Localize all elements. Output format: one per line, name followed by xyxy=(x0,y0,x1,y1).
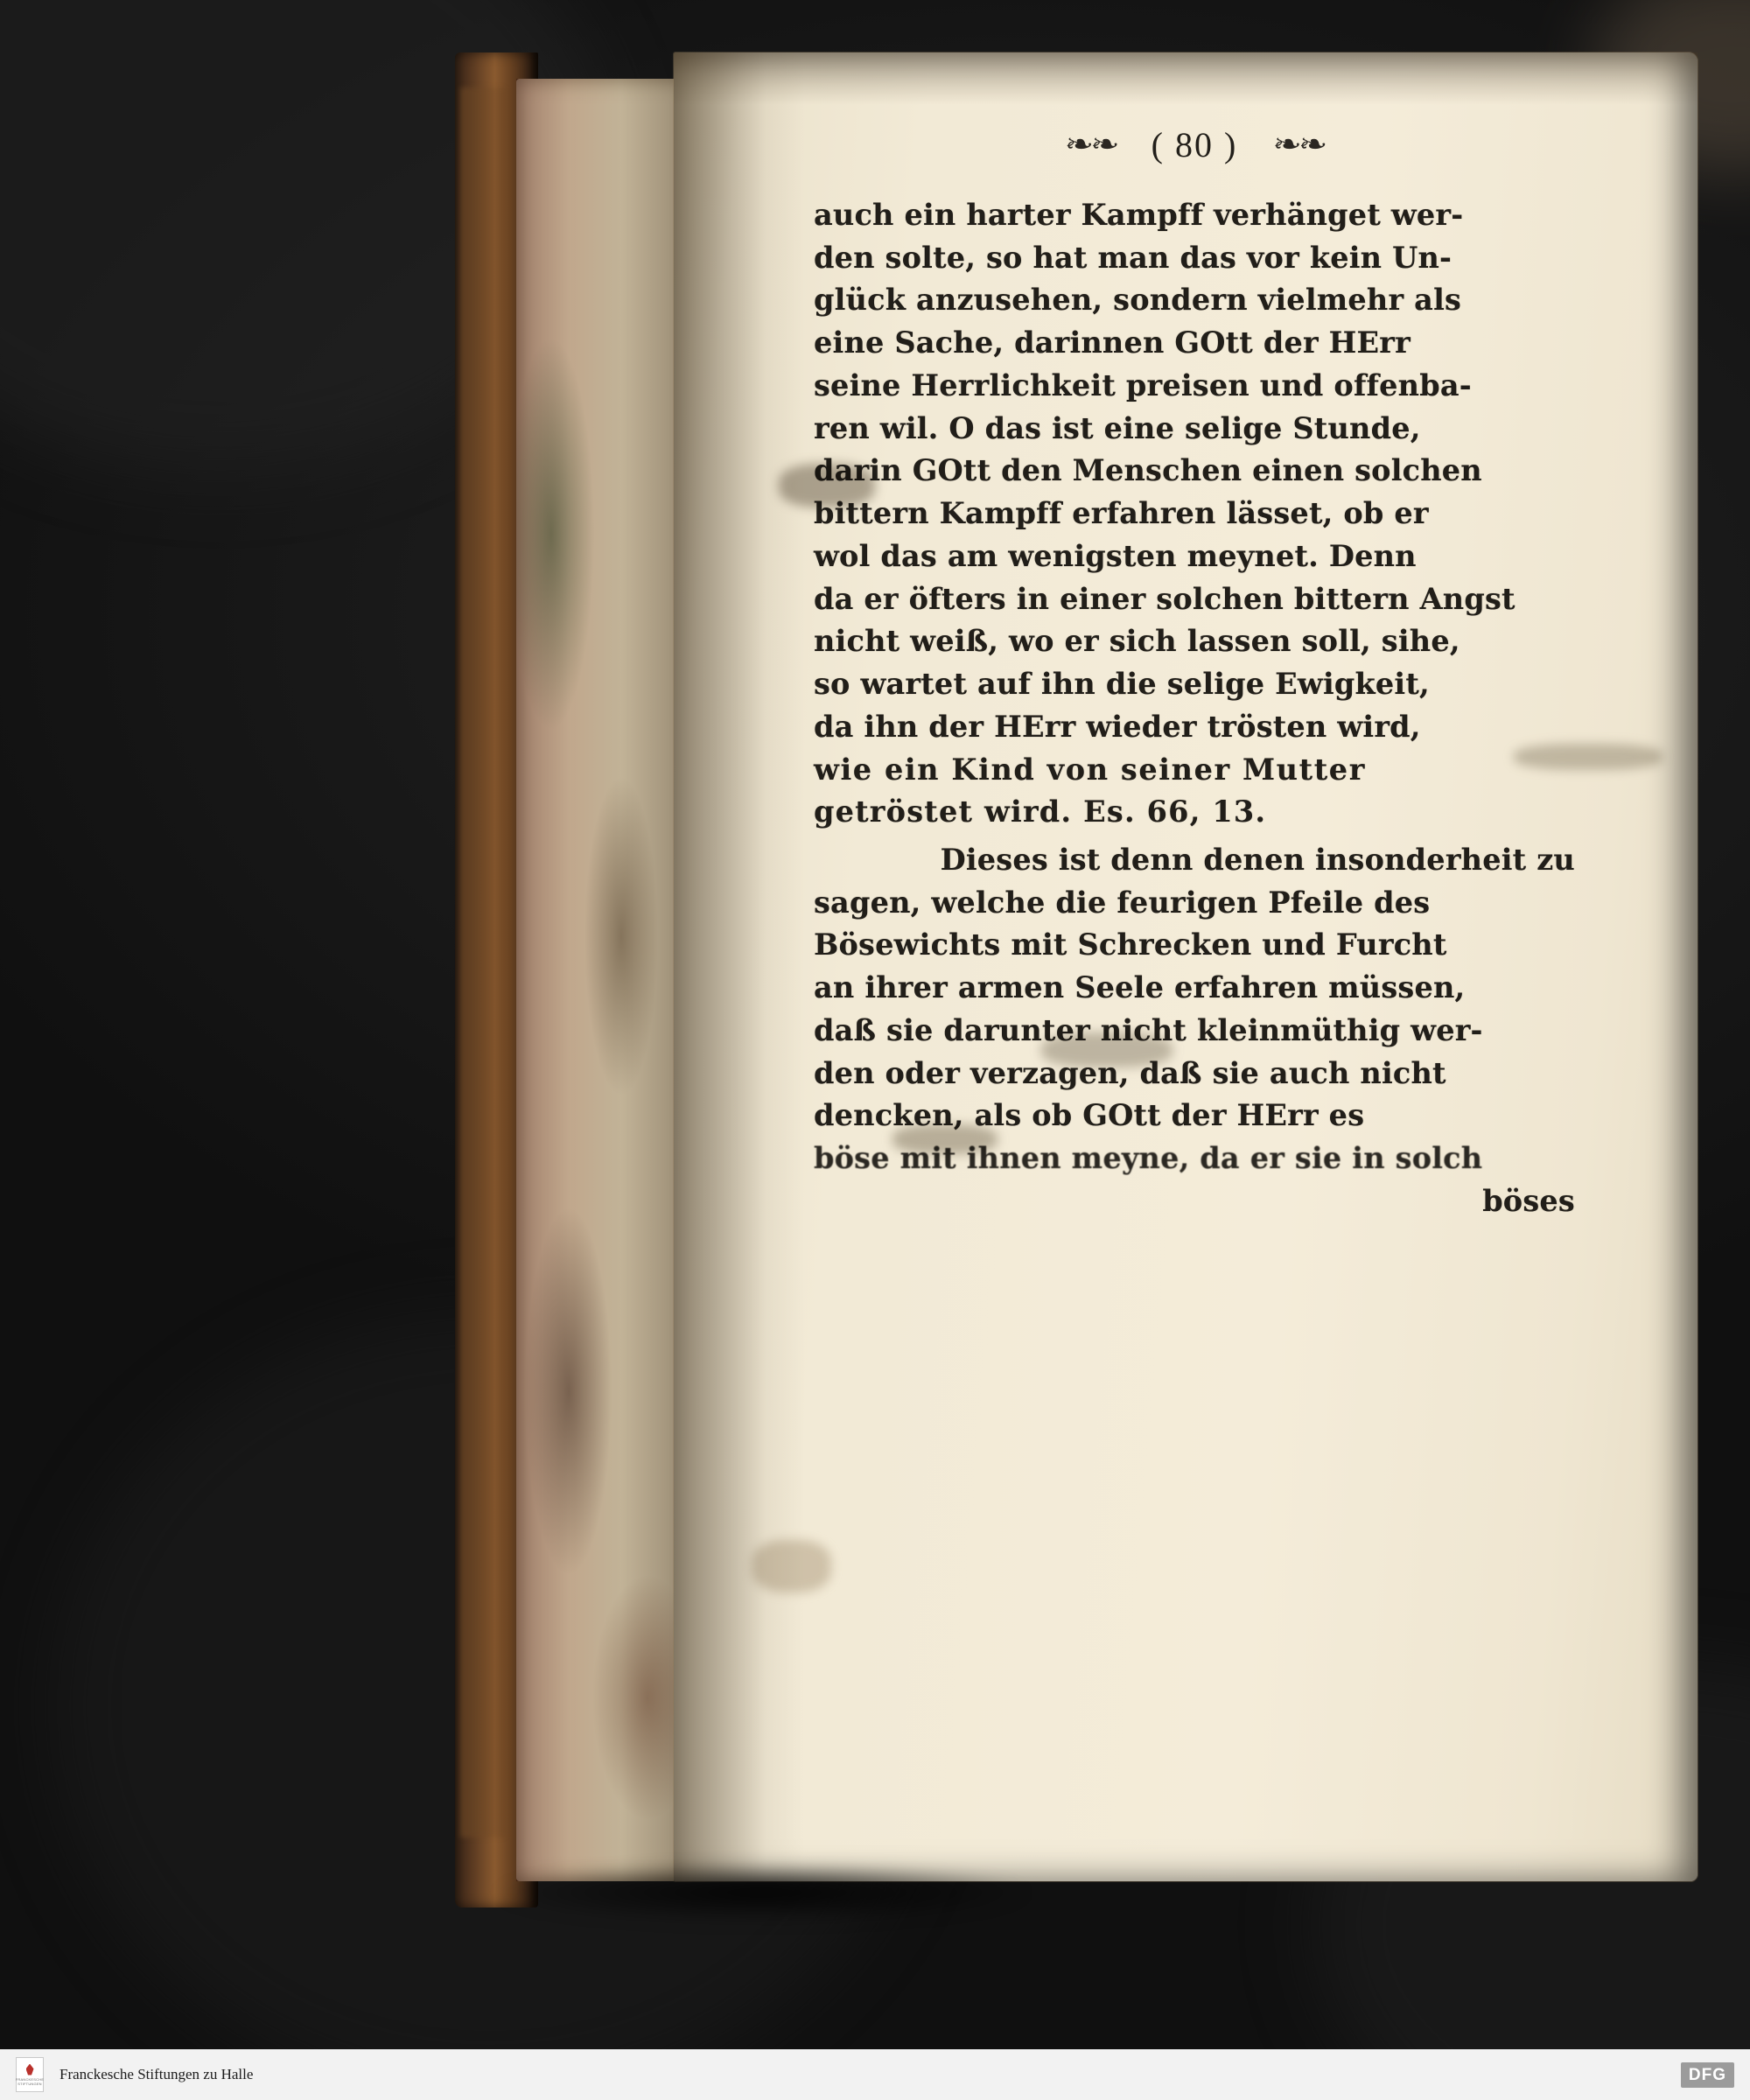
printed-page xyxy=(674,52,1698,1881)
text-line: getröstet wird. Es. 66, 13. xyxy=(814,794,1267,830)
franckesche-stiftungen-logo xyxy=(16,2057,44,2092)
paragraph-2 xyxy=(814,839,1575,1223)
text-line: den solte, so hat man das vor kein Un- xyxy=(814,240,1452,275)
text-line: seine Herrlichkeit preisen und offenba- xyxy=(814,368,1472,402)
credit-text: Franckesche Stiftungen zu Halle xyxy=(60,2066,254,2082)
text-line: nicht weiß, wo er sich lassen soll, sihe, xyxy=(814,624,1460,659)
logo-mark-icon xyxy=(26,2064,34,2076)
text-line: sagen, welche die feurigen Pfeile des xyxy=(814,885,1431,920)
running-head xyxy=(814,114,1575,175)
catchword: böses xyxy=(1482,1183,1575,1218)
scan-footer-bar xyxy=(0,2049,1750,2100)
open-book xyxy=(455,52,1698,1908)
text-line: eine Sache, darinnen GOtt der HErr xyxy=(814,326,1410,360)
text-line: auch ein harter Kampff verhänget wer- xyxy=(814,198,1464,232)
text-block xyxy=(814,114,1575,1223)
text-line: da ihn der HErr wieder trösten wird, xyxy=(814,709,1421,744)
text-line: da er öfters in einer solchen bittern Angst xyxy=(814,581,1516,616)
logo-line-2: STIFTUNGEN xyxy=(18,2081,42,2086)
text-line: dencken, als ob GOtt der HErr es xyxy=(814,1098,1365,1133)
text-line: ren wil. O das ist eine selige Stunde, xyxy=(814,410,1421,445)
text-line: darin GOtt den Menschen einen solchen xyxy=(814,453,1482,488)
paragraph-1 xyxy=(814,194,1575,834)
ink-smudge xyxy=(752,1540,831,1592)
text-line: daß sie darunter nicht kleinmüthig wer- xyxy=(814,1012,1483,1047)
ornament-right-icon: ❧❧ xyxy=(1272,128,1325,160)
text-line: wie ein Kind von seiner Mutter xyxy=(814,752,1366,787)
text-line: den oder verzagen, daß sie auch nicht xyxy=(814,1055,1446,1090)
text-line: so wartet auf ihn die selige Ewigkeit, xyxy=(814,667,1430,702)
dfg-badge: DFG xyxy=(1681,2062,1734,2088)
text-line: Dieses ist denn denen insonderheit zu xyxy=(940,843,1575,878)
page-block-fore-edge xyxy=(516,79,691,1881)
ornament-left-icon: ❧❧ xyxy=(1064,128,1116,160)
text-line: an ihrer armen Seele erfahren müssen, xyxy=(814,970,1466,1005)
text-line: Bösewichts mit Schrecken und Furcht xyxy=(814,928,1447,962)
text-line: wol das am wenigsten meynet. Denn xyxy=(814,538,1417,573)
logo-line-1: FRANCKESCHE xyxy=(15,2076,45,2082)
text-line: böse mit ihnen meyne, da er sie in solch xyxy=(814,1141,1483,1176)
text-line: glück anzusehen, sondern vielmehr als xyxy=(814,283,1462,318)
text-line: bittern Kampff erfahren lässet, ob er xyxy=(814,496,1429,531)
spine-shadow xyxy=(490,1862,1032,1923)
page-number: ( 80 ) xyxy=(1151,124,1238,164)
